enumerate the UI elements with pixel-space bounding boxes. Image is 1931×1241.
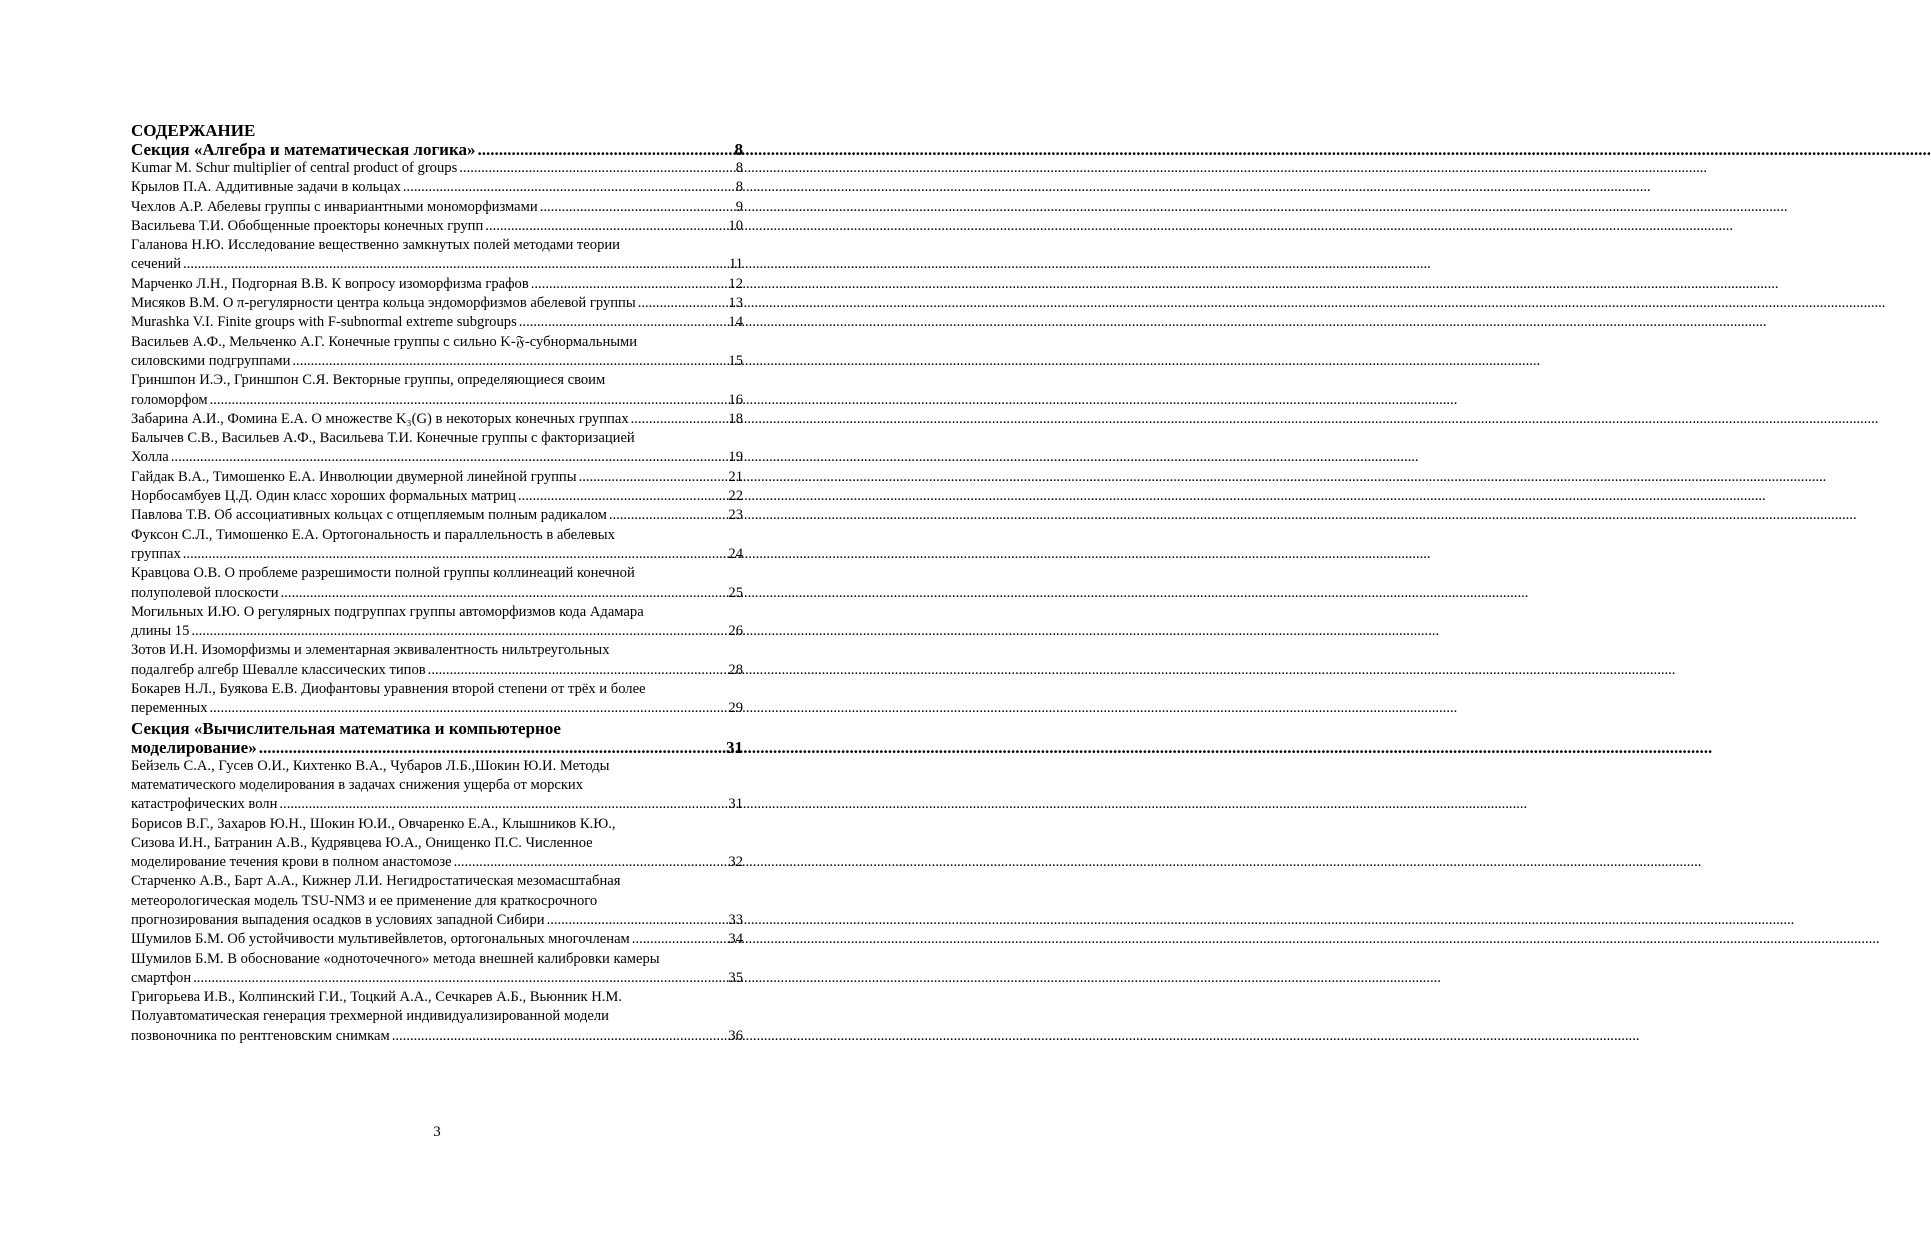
toc-entry-text: Кравцова О.В. О проблеме разрешимости полной группы коллинеаций конечной	[131, 565, 635, 582]
dot-leader	[636, 294, 727, 313]
dot-leader	[529, 275, 727, 294]
toc-entry-text: Григорьева И.В., Колпинский Г.И., Тоцкий А.А., Сечкарев А.Б., Вьюнник Н.М.	[131, 989, 623, 1006]
toc-page-number: 10	[728, 217, 743, 234]
toc-entry-text: сечений	[131, 256, 182, 273]
toc-entry[interactable]	[131, 294, 743, 313]
toc-page-number: 15	[728, 352, 743, 369]
toc-entry[interactable]	[131, 603, 743, 642]
toc-entry-text: Murashka V.I. Finite groups with F-subnormal extreme subgroups	[131, 314, 517, 331]
toc-entry[interactable]	[131, 313, 743, 332]
toc-entry[interactable]	[131, 506, 743, 525]
toc-title: СОДЕРЖАНИЕ	[131, 121, 256, 140]
dot-leader	[181, 545, 727, 564]
toc-page-number: 8	[734, 140, 743, 159]
toc-entry[interactable]	[131, 371, 743, 410]
toc-entry-text: Балычев С.В., Васильев А.Ф., Васильева Т.И. Конечные группы с факторизацией	[131, 430, 635, 447]
toc-entry-text: Холла	[131, 449, 169, 466]
table-of-contents	[131, 121, 743, 1046]
toc-entry[interactable]	[131, 757, 743, 815]
toc-entry-text: переменных	[131, 700, 208, 717]
toc-entry-text: Шумилов Б.М. Об устойчивости мультивейвлетов, ортогональных многочленам	[131, 931, 630, 948]
toc-entry[interactable]	[131, 275, 743, 294]
toc-entry-text: Бокарев Н.Л., Буякова Е.В. Диофантовы уравнения второй степени от трёх и более	[131, 681, 646, 698]
toc-entry[interactable]	[131, 526, 743, 565]
toc-entry[interactable]	[131, 159, 743, 178]
dot-leader	[607, 506, 727, 525]
toc-entry[interactable]	[131, 680, 743, 719]
toc-entry[interactable]	[131, 410, 743, 429]
toc-page-number: 28	[728, 661, 743, 678]
toc-page-number: 8	[735, 179, 743, 196]
toc-page-number: 16	[728, 391, 743, 408]
toc-page-number: 26	[728, 623, 743, 640]
toc-entry-text: Полуавтоматическая генерация трехмерной индивидуализированной модели	[131, 1008, 609, 1025]
toc-entry-text: Забарина А.И., Фомина Е.А. О множестве K₃(G) в некоторых конечных группах	[131, 410, 629, 427]
toc-entry-text: Норбосамбуев Ц.Д. Один класс хороших формальных матриц	[131, 488, 516, 505]
toc-entry-text: Мисяков В.М. О π-регулярности центра кольца эндоморфизмов абелевой группы	[131, 295, 636, 312]
dot-leader	[516, 487, 726, 506]
dot-leader	[457, 159, 733, 178]
dot-leader	[208, 391, 727, 410]
toc-entry-text: Галанова Н.Ю. Исследование вещественно замкнутых полей методами теории	[131, 237, 620, 254]
dot-leader	[452, 853, 727, 872]
toc-entry-text: Сизова И.Н., Батранин А.В., Кудрявцева Ю.А., Онищенко П.С. Численное	[131, 834, 593, 851]
toc-page-number: 33	[728, 911, 743, 928]
toc-entry[interactable]	[131, 988, 743, 1046]
dot-leader	[426, 661, 727, 680]
dot-leader	[577, 468, 727, 487]
toc-page-number: 21	[728, 468, 743, 485]
toc-entry-text: Секция «Вычислительная математика и компьютерное	[131, 718, 561, 738]
toc-page-number: 14	[728, 314, 743, 331]
toc-entry-text: Зотов И.Н. Изоморфизмы и элементарная эквивалентность нильтреугольных	[131, 642, 610, 659]
dot-leader	[390, 1027, 727, 1046]
toc-entry-text: прогнозирования выпадения осадков в условиях западной Сибири	[131, 911, 545, 928]
toc-entry[interactable]	[131, 930, 743, 949]
toc-entry-text: Чехлов А.Р. Абелевы группы с инвариантными мономорфизмами	[131, 198, 538, 215]
toc-entry[interactable]	[131, 198, 743, 217]
toc-entry[interactable]	[131, 217, 743, 236]
toc-entry-text: Марченко Л.Н., Подгорная В.В. К вопросу изоморфизма графов	[131, 275, 529, 292]
dot-leader	[630, 930, 727, 949]
toc-entry-text: группах	[131, 545, 181, 562]
toc-entry-text: Васильев А.Ф., Мельченко А.Г. Конечные группы с сильно K-𝔉-субнормальными	[131, 333, 638, 350]
toc-entry-text: катастрофических волн	[131, 796, 278, 813]
toc-entry[interactable]	[131, 333, 743, 372]
toc-entry[interactable]	[131, 487, 743, 506]
toc-entry[interactable]	[131, 872, 743, 930]
toc-entry-text: Могильных И.Ю. О регулярных подгруппах группы автоморфизмов кода Адамара	[131, 603, 644, 620]
toc-entry-text: метеорологическая модель TSU-NM3 и ее применение для краткосрочного	[131, 892, 598, 909]
toc-entry[interactable]	[131, 815, 743, 873]
toc-entry-text: Старченко А.В., Барт А.А., Кижнер Л.И. Негидростатическая мезомасштабная	[131, 873, 621, 890]
toc-page-number: 31	[726, 737, 743, 757]
toc-entry[interactable]	[131, 641, 743, 680]
toc-entry-text: математического моделирования в задачах снижения ущерба от морских	[131, 776, 584, 793]
dot-leader	[191, 969, 726, 988]
toc-page-number: 12	[728, 275, 743, 292]
toc-section-heading[interactable]	[131, 719, 743, 757]
toc-entry[interactable]	[131, 178, 743, 197]
toc-page-number: 9	[735, 198, 743, 215]
dot-leader	[517, 313, 727, 332]
toc-page-number: 22	[728, 488, 743, 505]
toc-entry[interactable]	[131, 950, 743, 989]
toc-page-number: 18	[728, 410, 743, 427]
dot-leader	[629, 410, 727, 429]
dot-leader	[208, 699, 727, 718]
toc-entry-text: голоморфом	[131, 391, 208, 408]
dot-leader	[189, 622, 726, 641]
dot-leader	[181, 255, 727, 274]
toc-page-number: 8	[735, 160, 743, 176]
dot-leader	[538, 198, 734, 217]
toc-entry-text: Крылов П.А. Аддитивные задачи в кольцах	[131, 179, 401, 196]
dot-leader	[169, 448, 727, 467]
dot-leader	[279, 584, 727, 603]
toc-entry-text: Борисов В.Г., Захаров Ю.Н., Шокин Ю.И., Овчаренко Е.А., Клышников К.Ю.,	[131, 815, 616, 832]
toc-entry-text: Шумилов Б.М. В обоснование «одноточечного» метода внешней калибровки камеры	[131, 950, 660, 967]
dot-leader	[483, 217, 726, 236]
page-number: 3	[433, 1124, 441, 1140]
toc-entry-text: Бейзель С.А., Гусев О.И., Кихтенко В.А., Чубаров Л.Б.,Шокин Ю.И. Методы	[131, 757, 610, 774]
dot-leader	[545, 911, 727, 930]
dot-leader	[257, 738, 724, 757]
toc-page-number: 36	[728, 1027, 743, 1044]
toc-entry[interactable]	[131, 236, 743, 275]
toc-page-number: 23	[728, 507, 743, 524]
toc-entry-text: силовскими подгруппами	[131, 352, 291, 369]
dot-leader	[277, 795, 726, 814]
toc-entry-text: моделирование»	[131, 737, 257, 757]
toc-page-number: 13	[728, 295, 743, 312]
toc-entry-text: полуполевой плоскости	[131, 584, 279, 601]
toc-entry-text: Гриншпон И.Э., Гриншпон С.Я. Векторные группы, определяющиеся своим	[131, 372, 606, 389]
toc-page-number: 19	[728, 449, 743, 466]
toc-entry-text: Гайдак В.А., Тимошенко Е.А. Инволюции двумерной линейной группы	[131, 468, 577, 485]
toc-page-number: 34	[728, 931, 743, 948]
toc-entry[interactable]	[131, 564, 743, 603]
toc-entry-text: длины 15	[131, 623, 190, 640]
toc-page-number: 29	[728, 700, 743, 717]
toc-entry-text: Секция «Алгебра и математическая логика»	[131, 140, 476, 159]
dot-leader	[476, 140, 733, 159]
toc-entry-text: Павлова Т.В. Об ассоциативных кольцах с отщепляемым полным радикалом	[131, 507, 607, 524]
toc-entry-text: смартфон	[131, 969, 192, 986]
toc-list	[131, 140, 743, 1046]
toc-entry-text: Kumar M. Schur multiplier of central product of groups	[131, 160, 458, 176]
toc-page-number: 31	[728, 796, 743, 813]
dot-leader	[290, 352, 726, 371]
toc-entry-text: Фуксон С.Л., Тимошенко Е.А. Ортогональность и параллельность в абелевых	[131, 526, 615, 543]
toc-page-number: 35	[728, 969, 743, 986]
dot-leader	[401, 178, 734, 197]
toc-page-number: 11	[728, 256, 743, 273]
toc-page-number: 24	[728, 545, 743, 562]
toc-page-number: 25	[728, 584, 743, 601]
toc-entry[interactable]	[131, 429, 743, 468]
toc-section-heading[interactable]	[131, 140, 743, 159]
toc-entry-text: моделирование течения крови в полном анастомозе	[131, 854, 452, 871]
toc-page-number: 32	[728, 854, 743, 871]
toc-entry[interactable]	[131, 468, 743, 487]
toc-entry-text: позвоночника по рентгеновским снимкам	[131, 1027, 390, 1044]
toc-entry-text: подалгебр алгебр Шевалле классических типов	[131, 661, 426, 678]
toc-entry-text: Васильева Т.И. Обобщенные проекторы конечных групп	[131, 217, 484, 234]
